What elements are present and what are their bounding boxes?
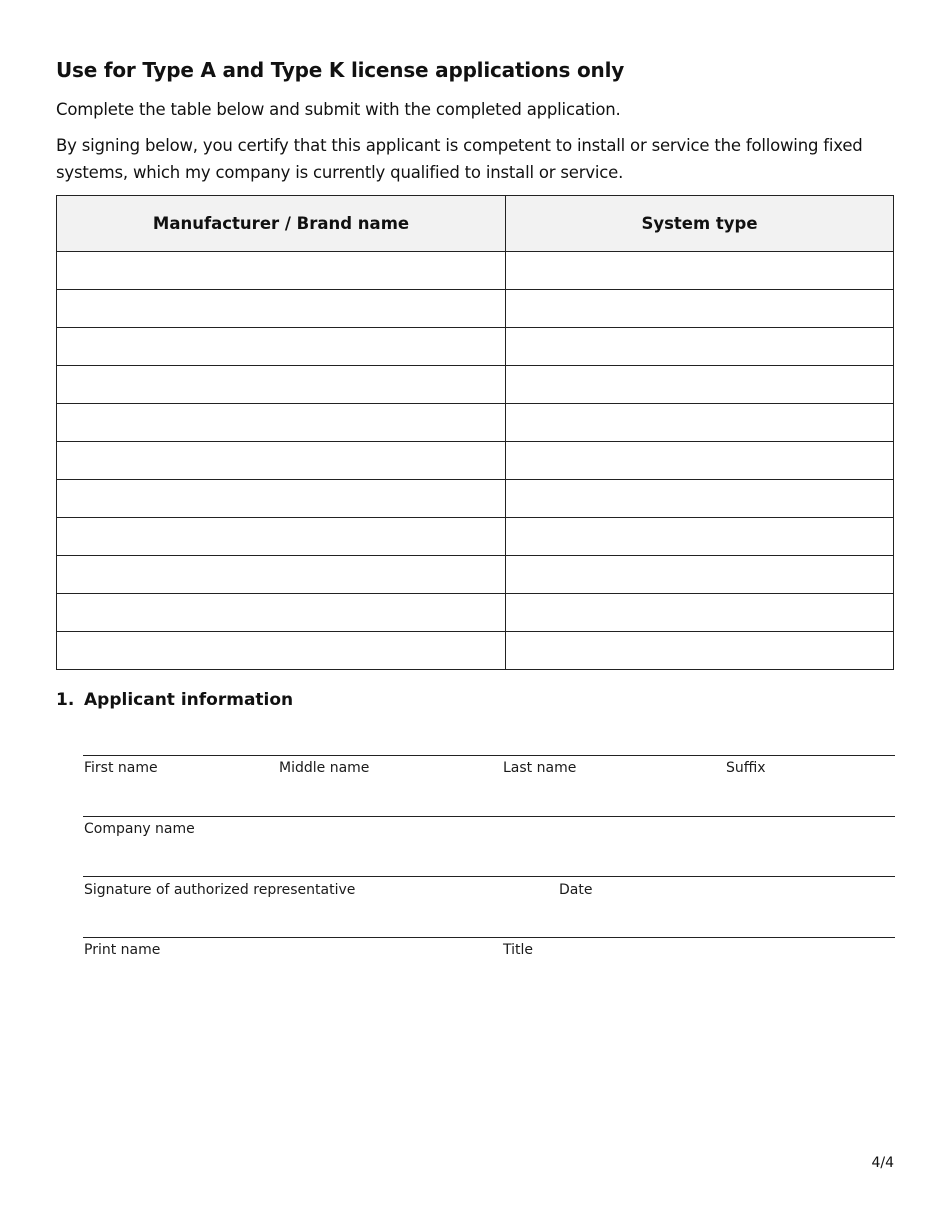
- manufacturer-cell[interactable]: [57, 594, 506, 632]
- section-title: Applicant information: [84, 690, 294, 710]
- company-name-label: Company name: [84, 821, 195, 837]
- manufacturer-cell[interactable]: [57, 632, 506, 670]
- manufacturer-cell[interactable]: [57, 518, 506, 556]
- system-type-cell[interactable]: [506, 328, 894, 366]
- system-type-cell[interactable]: [506, 442, 894, 480]
- manufacturer-cell[interactable]: [57, 366, 506, 404]
- section-heading-applicant: [56, 690, 293, 710]
- system-type-cell[interactable]: [506, 594, 894, 632]
- system-type-cell[interactable]: [506, 480, 894, 518]
- column-header-system-type: System type: [506, 196, 894, 252]
- table-row: [57, 518, 894, 556]
- table-row: [57, 594, 894, 632]
- signature-line[interactable]: [83, 876, 895, 877]
- table-row: [57, 404, 894, 442]
- table-row: [57, 290, 894, 328]
- print-name-label: Print name: [84, 942, 161, 958]
- table-row: [57, 632, 894, 670]
- last-name-label: Last name: [503, 760, 577, 776]
- table-row: [57, 366, 894, 404]
- table-row: [57, 442, 894, 480]
- first-name-label: First name: [84, 760, 158, 776]
- table-row: [57, 480, 894, 518]
- signature-label: Signature of authorized representative: [84, 882, 356, 898]
- manufacturer-cell[interactable]: [57, 404, 506, 442]
- company-name-line[interactable]: [83, 816, 895, 817]
- system-type-cell[interactable]: [506, 404, 894, 442]
- system-type-cell[interactable]: [506, 556, 894, 594]
- system-type-cell[interactable]: [506, 366, 894, 404]
- title-label: Title: [503, 942, 534, 958]
- name-line[interactable]: [83, 755, 895, 756]
- date-label: Date: [559, 882, 593, 898]
- table-row: [57, 328, 894, 366]
- system-type-cell[interactable]: [506, 252, 894, 290]
- manufacturer-cell[interactable]: [57, 252, 506, 290]
- instructions-text: Complete the table below and submit with the completed application.: [56, 100, 621, 119]
- table-row: [57, 252, 894, 290]
- table-row: [57, 556, 894, 594]
- suffix-label: Suffix: [726, 760, 766, 776]
- page-title: Use for Type A and Type K license applications only: [56, 58, 625, 82]
- section-number: 1.: [56, 690, 75, 710]
- middle-name-label: Middle name: [279, 760, 370, 776]
- print-name-line[interactable]: [83, 937, 895, 938]
- system-type-cell[interactable]: [506, 518, 894, 556]
- systems-table: [56, 195, 894, 670]
- manufacturer-cell[interactable]: [57, 480, 506, 518]
- manufacturer-cell[interactable]: [57, 556, 506, 594]
- system-type-cell[interactable]: [506, 632, 894, 670]
- table-header-row: [57, 196, 894, 252]
- column-header-manufacturer: Manufacturer / Brand name: [57, 196, 506, 252]
- manufacturer-cell[interactable]: [57, 290, 506, 328]
- page-number: 4/4: [871, 1155, 894, 1171]
- manufacturer-cell[interactable]: [57, 442, 506, 480]
- certification-text: By signing below, you certify that this applicant is competent to install or service the following fixed systems, which my company is currently qualified to install or service.: [56, 136, 863, 182]
- system-type-cell[interactable]: [506, 290, 894, 328]
- manufacturer-cell[interactable]: [57, 328, 506, 366]
